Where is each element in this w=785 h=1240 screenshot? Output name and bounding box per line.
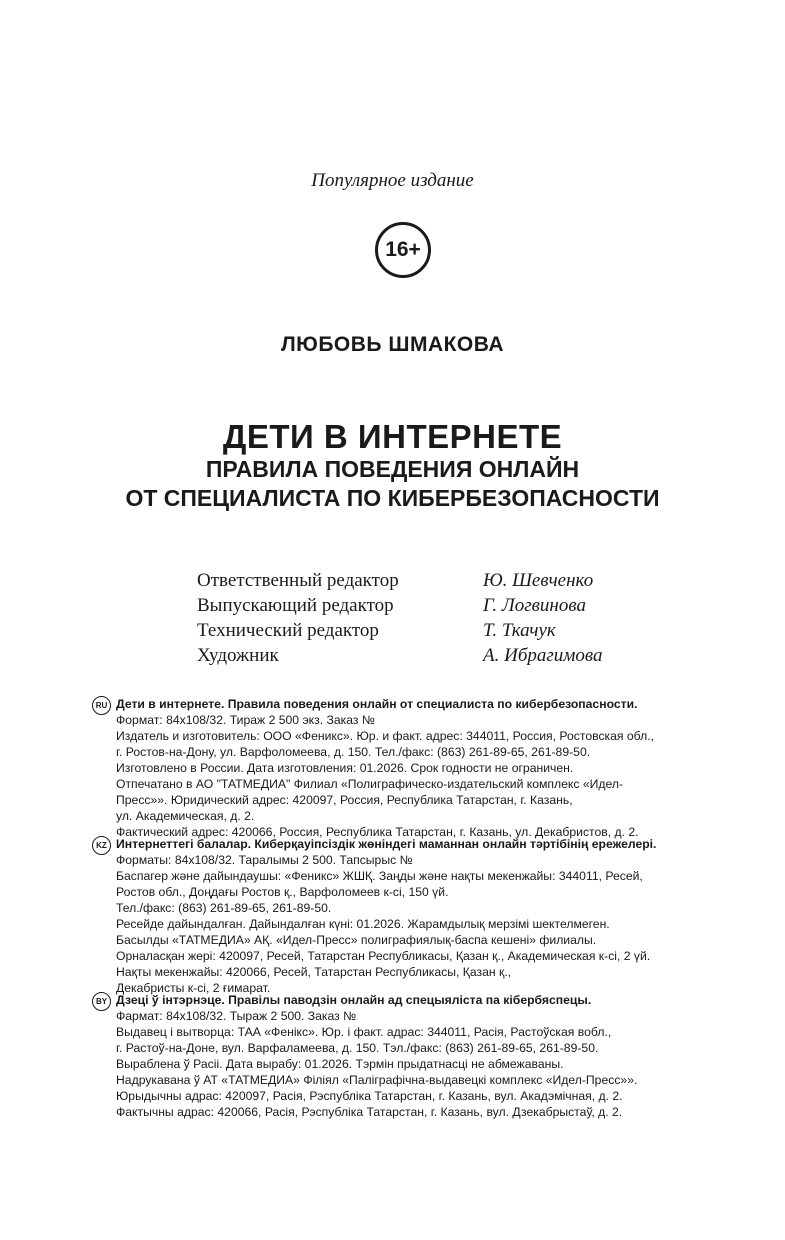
credit-role: Выпускающий редактор [197, 595, 394, 616]
credit-row [197, 620, 637, 645]
credit-role: Художник [197, 645, 279, 666]
imprint-line: Изготовлено в России. Дата изготовления: 01.2026. Срок годности не ограничен. [116, 761, 574, 775]
credit-name: Г. Логвинова [483, 595, 586, 616]
book-subtitle-line-2: ОТ СПЕЦИАЛИСТА ПО КИБЕРБЕЗОПАСНОСТИ [125, 485, 660, 511]
language-badge-by: BY [92, 992, 111, 1011]
imprint-line: Выдавец і вытворца: ТАА «Фенікс». Юр. і факт. адрас: 344011, Расія, Растоўская вобл., [116, 1025, 612, 1039]
imprint-line: Юрыдычны адрас: 420097, Расія, Рэспубліка Татарстан, г. Казань, вул. Акадэмічная, д. 2. [116, 1089, 623, 1103]
imprint-line: Выраблена ў Расіі. Дата вырабу: 01.2026. Тэрмін прыдатнасці не абмежаваны. [116, 1057, 564, 1071]
imprint-title: Интернеттегі балалар. Киберқауіпсіздік жөніндегі маманнан онлайн тәртібінің ережелері. [116, 837, 657, 851]
imprint-line: Формат: 84х108/32. Тираж 2 500 экз. Заказ № [116, 713, 375, 727]
imprint-title: Дети в интернете. Правила поведения онлайн от специалиста по кибербезопасности. [116, 697, 638, 711]
imprint-line: Баспагер және дайындаушы: «Феникс» ЖШҚ. Заңды және нақты мекенжайы: 344011, Ресей, [116, 869, 643, 883]
credit-name: Ю. Шевченко [483, 570, 594, 591]
imprint-line: Фактический адрес: 420066, Россия, Республика Татарстан, г. Казань, ул. Декабристов, д. 2. [116, 825, 639, 839]
edition-label: Популярное издание [311, 170, 474, 191]
imprint-title: Дзеці ў інтэрнэце. Правілы паводзін онлайн ад спецыяліста па кібербяспецы. [116, 993, 592, 1007]
author-name: ЛЮБОВЬ ШМАКОВА [280, 333, 505, 356]
imprint-line: Форматы: 84х108/32. Таралымы 2 500. Тапсырыс № [116, 853, 413, 867]
imprint-text [116, 696, 654, 840]
imprint-text [116, 836, 656, 996]
imprint-line: Ростов обл., Доңдағы Ростов қ., Варфоломеев к-сі, 150 үй. [116, 885, 449, 899]
imprint-line: Ресейде дайындалған. Дайындалған күні: 01.2026. Жарамдылық мерзімі шектелмеген. [116, 917, 610, 931]
imprint-line: Пресс»». Юридический адрес: 420097, Россия, Республика Татарстан, г. Казань, [116, 793, 573, 807]
age-rating-badge: 16+ [375, 222, 431, 278]
imprint-line: Отпечатано в АО "ТАТМЕДИА" Филиал «Полиграфическо-издательский комплекс «Идел- [116, 777, 624, 791]
imprint-line: Басылды «ТАТМЕДИА» АҚ. «Идел-Пресс» полиграфиялық-баспа кешені» филиалы. [116, 933, 597, 947]
language-badge-kz: KZ [92, 836, 111, 855]
credit-row [197, 595, 637, 620]
language-badge-ru: RU [92, 696, 111, 715]
imprint-line: Надрукавана ў АТ «ТАТМЕДИА» Філіял «Паліграфічна-выдавецкі комплекс «Идел-Пресс»». [116, 1073, 638, 1087]
imprint-line: Фармат: 84х108/32. Тыраж 2 500. Заказ № [116, 1009, 357, 1023]
imprint-line: Фактычны адрас: 420066, Расія, Рэспубліка Татарстан, г. Казань, вул. Дзекабрыстаў, д. 2. [116, 1105, 623, 1119]
imprint-line: г. Ростов-на-Дону, ул. Варфоломеева, д. 150. Тел./факс: (863) 261-89-65, 261-89-50. [116, 745, 591, 759]
imprint-line: Издатель и изготовитель: ООО «Феникс». Юр. и факт. адрес: 344011, Россия, Ростовская обл., [116, 729, 654, 743]
credit-role: Ответственный редактор [197, 570, 399, 591]
imprint-line: ул. Академическая, д. 2. [116, 809, 255, 823]
imprint-line: Тел./факс: (863) 261-89-65, 261-89-50. [116, 901, 332, 915]
credit-role: Технический редактор [197, 620, 379, 641]
imprint-line: Декабристы к-сі, 2 ғимарат. [116, 981, 271, 995]
imprint-line: Орналасқан жері: 420097, Ресей, Татарстан Республикасы, Қазан қ., Академическая к-сі, 2 үй. [116, 949, 651, 963]
credit-name: А. Ибрагимова [483, 645, 603, 666]
book-title: ДЕТИ В ИНТЕРНЕТЕ [222, 418, 563, 455]
imprint-line: Нақты мекенжайы: 420066, Ресей, Татарстан Республикасы, Қазан қ., [116, 965, 512, 979]
imprint-text [116, 992, 637, 1120]
credit-name: Т. Ткачук [483, 620, 556, 641]
credit-row [197, 645, 637, 670]
credits-list [197, 570, 637, 670]
book-subtitle-line-1: ПРАВИЛА ПОВЕДЕНИЯ ОНЛАЙН [205, 456, 580, 482]
imprint-line: г. Растоў-на-Доне, вул. Варфаламеева, д. 150. Тэл./факс: (863) 261-89-65, 261-89-50. [116, 1041, 599, 1055]
credit-row [197, 570, 637, 595]
